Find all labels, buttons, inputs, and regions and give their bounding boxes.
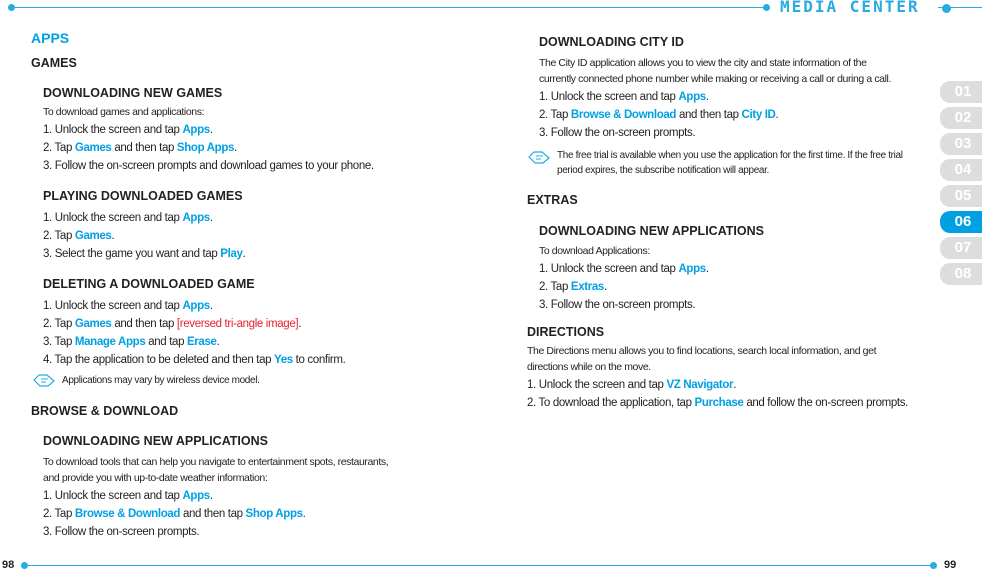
chapter-tab[interactable]: 05 <box>940 185 982 207</box>
section-title: MEDIA CENTER <box>780 0 920 16</box>
note-icon <box>33 373 55 387</box>
header-rule-dot-right <box>763 4 770 11</box>
note-icon <box>528 150 550 164</box>
directions-heading: DIRECTIONS <box>527 325 605 339</box>
extras-heading: EXTRAS <box>527 193 578 207</box>
footer-rule <box>24 565 934 566</box>
step: 3. Select the game you want and tap Play. <box>43 248 246 260</box>
step: 2. Tap Browse & Download and then tap City ID. <box>539 109 779 121</box>
header-end-rule <box>938 7 982 8</box>
step: 2. Tap Games. <box>43 230 115 242</box>
page-number-left: 98 <box>2 559 15 571</box>
header-rule-dot-left <box>8 4 15 11</box>
step: 3. Follow the on-screen prompts. <box>539 127 696 139</box>
step: 2. Tap Games and then tap [reversed tri-angle image]. <box>43 318 302 330</box>
deleting-game-heading: DELETING A DOWNLOADED GAME <box>43 277 255 291</box>
note-text: The free trial is available when you use the application for the first time. If the free trial <box>557 150 903 161</box>
note-text: Applications may vary by wireless device model. <box>62 375 260 386</box>
games-heading: GAMES <box>31 56 77 70</box>
step: 1. Unlock the screen and tap Apps. <box>43 212 213 224</box>
step: 1. Unlock the screen and tap Apps. <box>539 263 709 275</box>
extras-downloading-heading: DOWNLOADING NEW APPLICATIONS <box>539 224 764 238</box>
chapter-tabs <box>940 81 982 289</box>
downloading-apps-heading: DOWNLOADING NEW APPLICATIONS <box>43 434 268 448</box>
step: 2. Tap Extras. <box>539 281 607 293</box>
footer-rule-dot-right <box>930 562 937 569</box>
step: 3. Follow the on-screen prompts and download games to your phone. <box>43 160 374 172</box>
step: 2. Tap Browse & Download and then tap Shop Apps. <box>43 508 306 520</box>
step: 3. Follow the on-screen prompts. <box>43 526 200 538</box>
step: 1. Unlock the screen and tap Apps. <box>43 300 213 312</box>
directions-intro: directions while on the move. <box>527 361 651 373</box>
downloading-apps-intro: and provide you with up-to-date weather information: <box>43 472 268 484</box>
step: 1. Unlock the screen and tap VZ Navigator. <box>527 379 737 391</box>
step: 3. Follow the on-screen prompts. <box>539 299 696 311</box>
step: 1. Unlock the screen and tap Apps. <box>43 124 213 136</box>
chapter-tab[interactable]: 08 <box>940 263 982 285</box>
header-end-dot <box>942 4 951 13</box>
footer-rule-dot-left <box>21 562 28 569</box>
chapter-tab[interactable]: 07 <box>940 237 982 259</box>
extras-intro: To download Applications: <box>539 245 650 257</box>
step: 2. Tap Games and then tap Shop Apps. <box>43 142 237 154</box>
downloading-apps-intro: To download tools that can help you navigate to entertainment spots, restaurants, <box>43 456 389 468</box>
step: 1. Unlock the screen and tap Apps. <box>539 91 709 103</box>
step: 3. Tap Manage Apps and tap Erase. <box>43 336 220 348</box>
header-rule <box>14 7 768 8</box>
note-text: period expires, the subscribe notification will appear. <box>557 165 769 176</box>
page-number-right: 99 <box>944 559 957 571</box>
city-id-intro: The City ID application allows you to view the city and state information of the <box>539 57 867 69</box>
downloading-games-heading: DOWNLOADING NEW GAMES <box>43 86 223 100</box>
chapter-tab[interactable]: 04 <box>940 159 982 181</box>
step: 2. To download the application, tap Purchase and follow the on-screen prompts. <box>527 397 909 409</box>
chapter-tab[interactable]: 02 <box>940 107 982 129</box>
playing-games-heading: PLAYING DOWNLOADED GAMES <box>43 189 243 203</box>
city-id-intro: currently connected phone number while making or receiving a call or during a call. <box>539 73 892 85</box>
chapter-tab[interactable]: 01 <box>940 81 982 103</box>
chapter-tab[interactable]: 03 <box>940 133 982 155</box>
step: 4. Tap the application to be deleted and then tap Yes to confirm. <box>43 354 346 366</box>
downloading-games-intro: To download games and applications: <box>43 106 205 118</box>
directions-intro: The Directions menu allows you to find locations, search local information, and get <box>527 345 877 357</box>
step: 1. Unlock the screen and tap Apps. <box>43 490 213 502</box>
browse-download-heading: BROWSE & DOWNLOAD <box>31 404 179 418</box>
chapter-tab-active[interactable]: 06 <box>940 211 982 233</box>
apps-heading: APPS <box>31 30 70 46</box>
city-id-heading: DOWNLOADING CITY ID <box>539 35 684 49</box>
